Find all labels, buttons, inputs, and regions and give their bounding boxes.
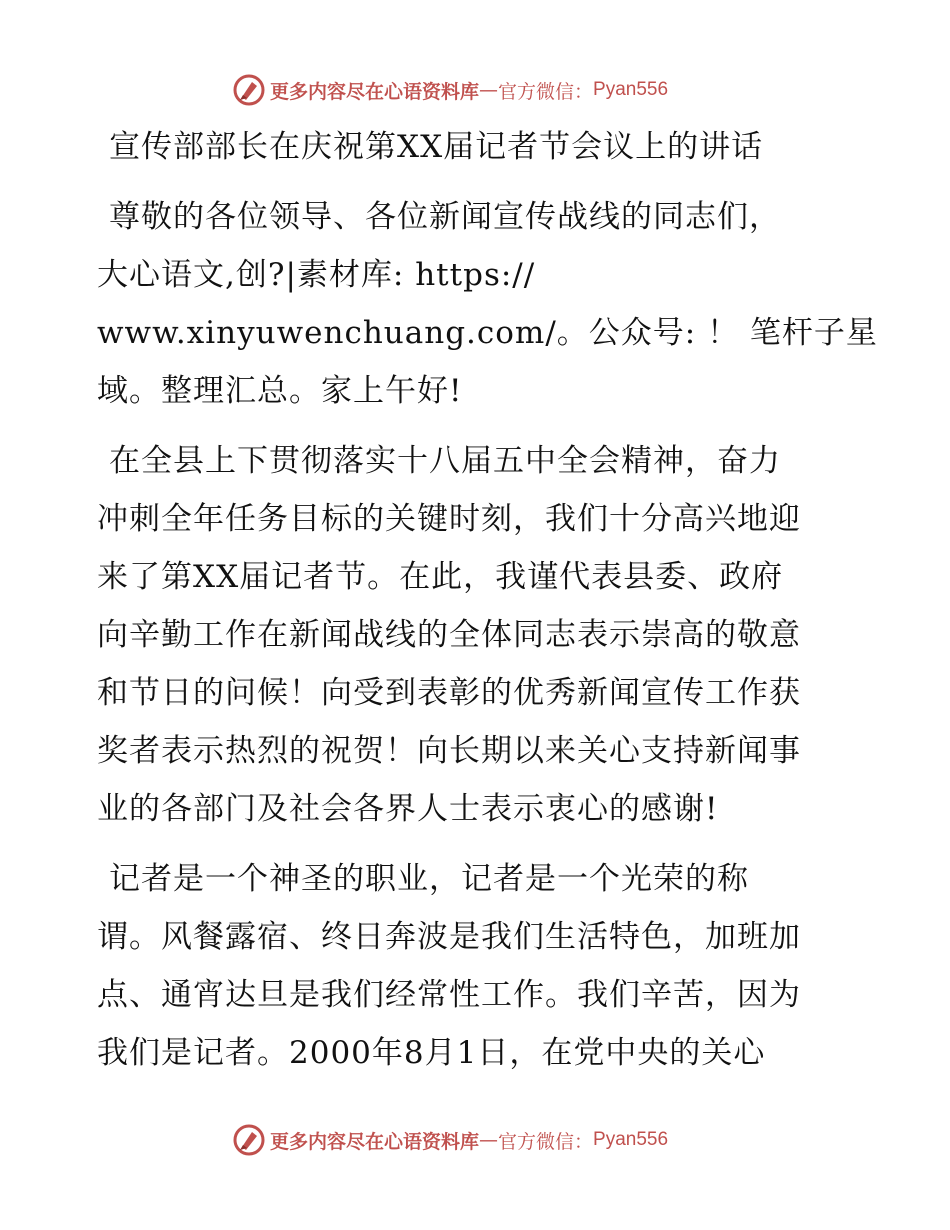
banner-separator: — — [479, 1129, 499, 1151]
banner-wechat-id: Pyan556 — [593, 79, 669, 100]
footer-banner — [232, 1123, 668, 1157]
text-line: 点、通宵达旦是我们经常性工作。我们辛苦，因为 — [97, 977, 801, 1013]
text-line: 谓。风餐露宿、终日奔波是我们生活特色，加班加 — [97, 919, 801, 955]
document-title: 宣传部部长在庆祝第XX届记者节会议上的讲话 — [109, 129, 764, 165]
pen-nib-circle-icon — [232, 1123, 266, 1157]
text-line: 和节日的问候！向受到表彰的优秀新闻宣传工作获 — [97, 675, 801, 711]
text-line: www.xinyuwenchuang.com/。公众号: ！ 笔杆子星 — [97, 315, 878, 351]
text-line: 尊敬的各位领导、各位新闻宣传战线的同志们， — [109, 199, 781, 235]
paragraph — [97, 188, 878, 420]
text-line: 冲刺全年任务目标的关键时刻，我们十分高兴地迎 — [97, 501, 801, 537]
text-line: 大心语文,创?|素材库: https:// — [97, 257, 536, 293]
paragraph — [97, 432, 857, 838]
pen-nib-circle-icon — [232, 73, 266, 107]
banner-main-text: 更多内容尽在心语资料库 — [270, 1130, 480, 1153]
banner-wechat-label: 官方微信： — [498, 1130, 594, 1153]
banner-wechat-label: 官方微信： — [498, 80, 594, 103]
banner-main-text: 更多内容尽在心语资料库 — [270, 80, 480, 103]
banner-wechat-id: Pyan556 — [593, 1129, 669, 1150]
text-line: 域。整理汇总。家上午好! — [97, 373, 463, 409]
text-line: 在全县上下贯彻落实十八届五中全会精神，奋力 — [109, 443, 781, 479]
banner-separator: — — [479, 79, 499, 101]
text-line: 我们是记者。2000年8月1日，在党中央的关心 — [97, 1035, 766, 1071]
text-line: 来了第XX届记者节。在此，我谨代表县委、政府 — [97, 559, 784, 595]
text-line: 记者是一个神圣的职业，记者是一个光荣的称 — [109, 861, 749, 897]
text-line: 奖者表示热烈的祝贺！向长期以来关心支持新闻事 — [97, 733, 801, 769]
paragraph — [97, 850, 857, 1082]
text-line: 向辛勤工作在新闻战线的全体同志表示崇高的敬意 — [97, 617, 801, 653]
text-line: 业的各部门及社会各界人士表示衷心的感谢! — [97, 791, 719, 827]
header-banner — [232, 73, 668, 107]
document-body — [97, 118, 878, 1094]
